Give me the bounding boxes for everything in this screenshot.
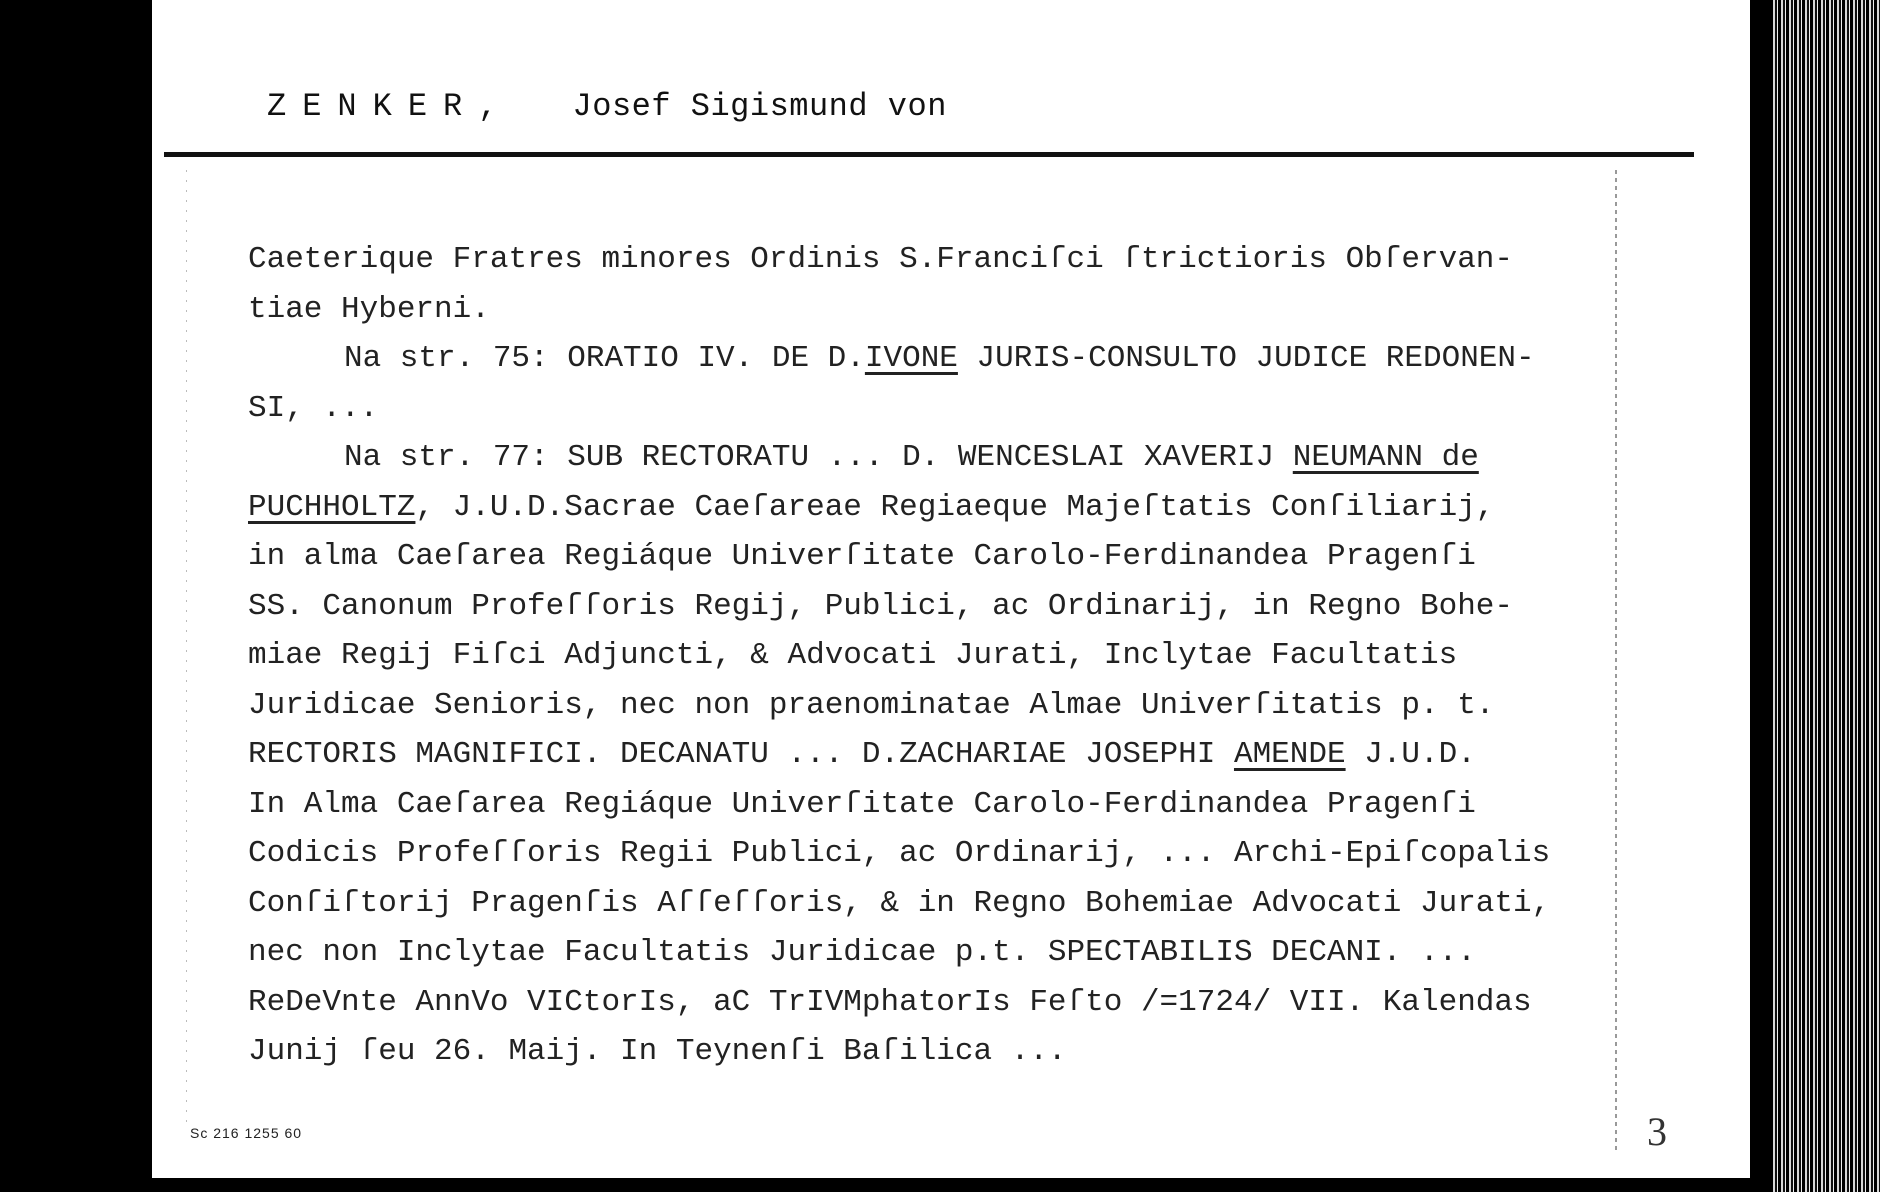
underlined-name: IVONE (864, 341, 958, 376)
index-card (152, 0, 1750, 1178)
text-line: Junij ſeu 26. Maij. In Teynenſi Baſilica ... (248, 1034, 1067, 1069)
margin-dots (186, 170, 187, 1130)
text-line: Codicis Profeſſoris Regii Publici, ac Ordinarij, ... Archi-Epiſcopalis (248, 836, 1551, 871)
text-line: SI, ... (248, 390, 379, 426)
scan-edge (1770, 0, 1880, 1192)
text-line: ReDeVnte AnnVo VICtorIs, aC TrIVMphatorIs Feſto /=1724/ VII. Kalendas (248, 984, 1532, 1020)
text-line: Na str. 75: ORATIO IV. DE D.IVONE JURIS-CONSULTO JUDICE REDONEN- (344, 341, 1535, 376)
card-body (248, 235, 1628, 1077)
underlined-name: AMENDE (1233, 737, 1346, 772)
underlined-name: NEUMANN de (1292, 440, 1479, 475)
text-line: Juridicae Senioris, nec non praenominatae Almae Univerſitatis p. t. (248, 687, 1495, 723)
page-number: 3 (1647, 1109, 1667, 1154)
text-line: PUCHHOLTZ, J.U.D.Sacrae Caeſareae Regiaeque Majeſtatis Conſiliarij, (248, 489, 1495, 525)
heading-surname: ZENKER, (267, 88, 514, 125)
text-line: in alma Caeſarea Regiáque Univerſitate Carolo-Ferdinandea Pragenſi (248, 539, 1476, 574)
text-line: In Alma Caeſarea Regiáque Univerſitate Carolo-Ferdinandea Pragenſi (248, 786, 1476, 822)
heading-given-name: Josef Sigismund von (572, 88, 947, 125)
card-heading (267, 88, 947, 125)
text-line: nec non Inclytae Facultatis Juridicae p.t. SPECTABILIS DECANI. ... (248, 935, 1476, 970)
text-line: SS. Canonum Profeſſoris Regij, Publici, ac Ordinarij, in Regno Bohe- (248, 588, 1514, 624)
text-line: Na str. 77: SUB RECTORATU ... D. WENCESLAI XAVERIJ NEUMANN de (344, 440, 1479, 475)
form-code: Sc 216 1255 60 (190, 1125, 303, 1141)
text-line: miae Regij Fiſci Adjuncti, & Advocati Jurati, Inclytae Facultatis (248, 638, 1458, 673)
text-line: Caeterique Fratres minores Ordinis S.Franciſci ſtrictioris Obſervan- (248, 242, 1514, 277)
text-line: Conſiſtorij Pragenſis Aſſeſſoris, & in Regno Bohemiae Advocati Jurati, (248, 885, 1551, 921)
text-line: RECTORIS MAGNIFICI. DECANATU ... D.ZACHARIAE JOSEPHI AMENDE J.U.D. (248, 737, 1476, 772)
underlined-name: PUCHHOLTZ (248, 489, 416, 525)
heading-rule (164, 152, 1694, 157)
text-line: tiae Hyberni. (248, 291, 490, 327)
